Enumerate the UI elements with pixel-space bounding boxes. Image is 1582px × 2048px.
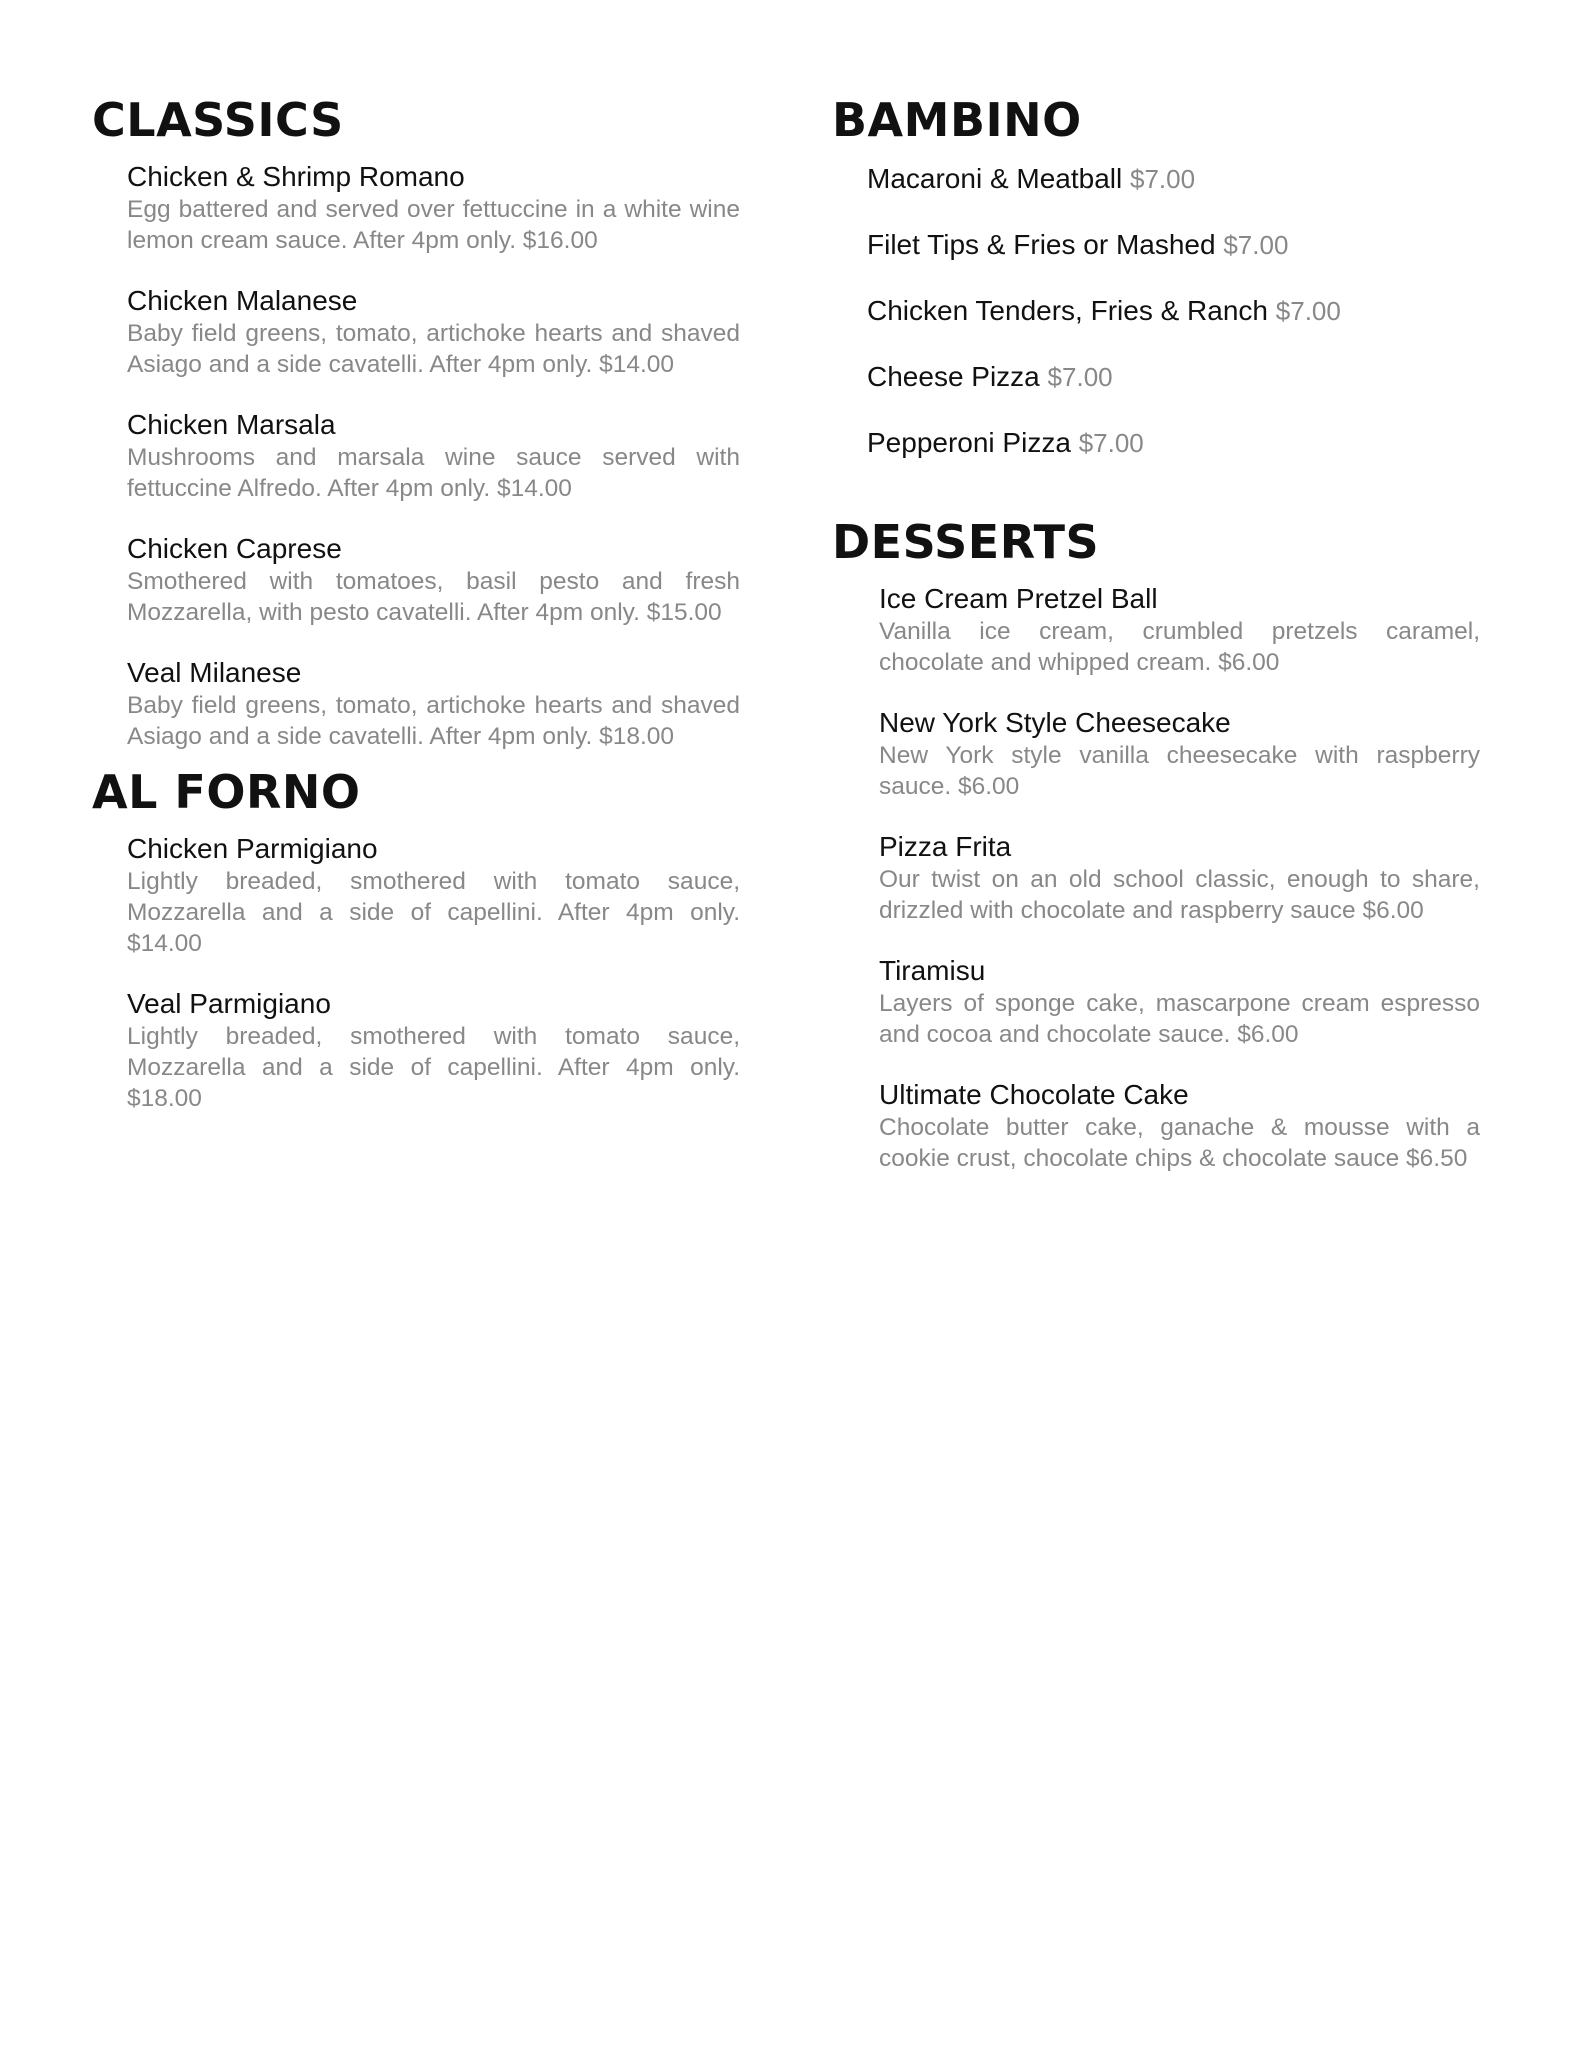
item-price: $7.00 [1275,296,1341,326]
item-name: Chicken Malanese [127,285,358,316]
menu-item [879,954,1480,1050]
menu-item [127,284,740,380]
menu-item [127,832,740,959]
section-title-classics: CLASSICS [92,93,344,147]
item-name: Chicken Caprese [127,533,342,564]
item-name: Ultimate Chocolate Cake [879,1079,1189,1110]
left-column [92,92,740,1142]
classics-items [92,160,740,752]
item-description: Egg battered and served over fettuccine in a white wine lemon cream sauce. After 4pm only. $16.00 [127,196,740,254]
item-name: Tiramisu [879,955,986,986]
item-description: Lightly breaded, smothered with tomato sauce, Mozzarella and a side of capellini. After 4pm only. $18.00 [127,1023,740,1112]
kids-menu-item [867,360,1480,394]
item-price: $7.00 [1130,164,1196,194]
menu-item [879,1078,1480,1174]
menu-item [127,408,740,504]
right-column [832,92,1480,1202]
item-name: Chicken Marsala [127,409,336,440]
al-forno-section [92,764,740,1114]
item-name: Cheese Pizza [867,361,1040,392]
item-description: Smothered with tomatoes, basil pesto and fresh Mozzarella, with pesto cavatelli. After 4pm only. $15.00 [127,568,740,626]
menu-item [879,706,1480,802]
kids-menu-item [867,228,1480,262]
item-description: New York style vanilla cheesecake with raspberry sauce. $6.00 [879,742,1480,800]
item-name: Veal Parmigiano [127,988,331,1019]
item-description: Layers of sponge cake, mascarpone cream espresso and cocoa and chocolate sauce. $6.00 [879,990,1480,1048]
item-price: $7.00 [1223,230,1289,260]
section-title-al-forno: AL FORNO [92,765,361,819]
item-name: New York Style Cheesecake [879,707,1231,738]
item-description: Chocolate butter cake, ganache & mousse with a cookie crust, chocolate chips & chocolate sauce $6.50 [879,1114,1480,1172]
item-name: Chicken Tenders, Fries & Ranch [867,295,1268,326]
menu-item [879,582,1480,678]
menu-item [127,160,740,256]
item-name: Filet Tips & Fries or Mashed [867,229,1216,260]
item-price: $7.00 [1047,362,1113,392]
item-name: Ice Cream Pretzel Ball [879,583,1158,614]
menu-item [879,830,1480,926]
menu-item [127,656,740,752]
item-name: Veal Milanese [127,657,302,688]
bambino-items [832,162,1480,460]
item-price: $7.00 [1078,428,1144,458]
item-name: Macaroni & Meatball [867,163,1123,194]
item-description: Our twist on an old school classic, enough to share, drizzled with chocolate and raspberry sauce $6.00 [879,866,1480,924]
kids-menu-item [867,162,1480,196]
item-description: Lightly breaded, smothered with tomato sauce, Mozzarella and a side of capellini. After 4pm only. $14.00 [127,868,740,957]
desserts-items [832,582,1480,1174]
item-description: Baby field greens, tomato, artichoke hearts and shaved Asiago and a side cavatelli. After 4pm only. $14.00 [127,320,740,378]
item-description: Vanilla ice cream, crumbled pretzels caramel, chocolate and whipped cream. $6.00 [879,618,1480,676]
item-name: Pepperoni Pizza [867,427,1071,458]
bambino-section [832,92,1480,460]
menu-item [127,987,740,1114]
item-name: Chicken & Shrimp Romano [127,161,465,192]
al-forno-items [92,832,740,1114]
classics-section [92,92,740,752]
desserts-section [832,514,1480,1174]
item-name: Pizza Frita [879,831,1012,862]
item-description: Baby field greens, tomato, artichoke hearts and shaved Asiago and a side cavatelli. After 4pm only. $18.00 [127,692,740,750]
kids-menu-item [867,294,1480,328]
item-name: Chicken Parmigiano [127,833,378,864]
menu-item [127,532,740,628]
kids-menu-item [867,426,1480,460]
section-title-bambino: BAMBINO [832,93,1082,147]
item-description: Mushrooms and marsala wine sauce served with fettuccine Alfredo. After 4pm only. $14.00 [127,444,740,502]
section-title-desserts: DESSERTS [832,515,1100,569]
